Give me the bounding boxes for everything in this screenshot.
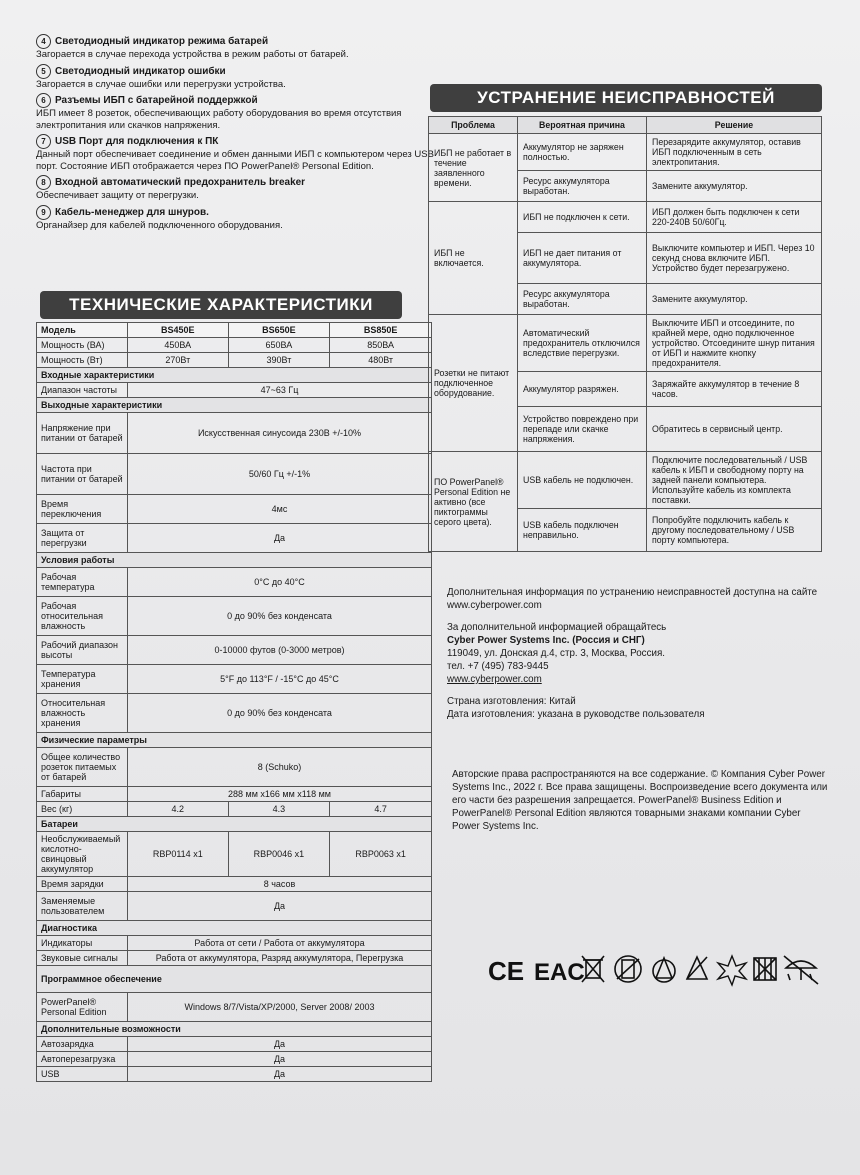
table-row (37, 877, 432, 892)
table-row (37, 413, 432, 454)
intro-title: Светодиодный индикатор ошибки (55, 65, 226, 77)
row-label: Время переключения (37, 495, 128, 524)
table-row (37, 748, 432, 787)
cause-cell: ИБП не подключен к сети. (518, 202, 647, 233)
category-label: Входные характеристики (37, 368, 432, 383)
model-bs650e: BS650E (228, 323, 330, 338)
row-label: Автоперезагрузка (37, 1052, 128, 1067)
table-row (37, 597, 432, 636)
cell-value: Да (128, 892, 432, 921)
cell-value: Работа от сети / Работа от аккумулятора (128, 936, 432, 951)
cell-value: 8 часов (128, 877, 432, 892)
category-label: Программное обеспечение (37, 966, 432, 993)
row-label: Заменяемые пользователем (37, 892, 128, 921)
recycle-icon (653, 958, 675, 982)
cause-cell: Автоматический предохранитель отключился вследствие перегрузки. (518, 315, 647, 372)
cell-value: 270Вт (128, 353, 229, 368)
solution-cell: ИБП должен быть подключен к сети 220-240В 50/60Гц. (647, 202, 822, 233)
intro-title: Светодиодный индикатор режима батарей (55, 36, 269, 48)
row-label: Общее количество розеток питаемых от батарей (37, 748, 128, 787)
intro-item-5 (36, 64, 436, 91)
intro-item-7 (36, 134, 436, 172)
intro-title: Кабель-менеджер для шнуров. (55, 206, 209, 218)
cause-cell: Ресурс аккумулятора выработан. (518, 171, 647, 202)
intro-item-9 (36, 205, 436, 232)
keep-dry-icon (784, 956, 818, 984)
cause-cell: Устройство повреждено при перепаде или скачке напряжения. (518, 407, 647, 452)
intro-item-8 (36, 175, 436, 202)
model-bs450e: BS450E (128, 323, 229, 338)
cell-value: Да (128, 1052, 432, 1067)
category-row (37, 1022, 432, 1037)
category-label: Выходные характеристики (37, 398, 432, 413)
model-label: Модель (37, 323, 128, 338)
row-label: Рабочий диапазон высоты (37, 636, 128, 665)
category-row (37, 368, 432, 383)
cell-value: Да (128, 524, 432, 553)
category-row (37, 553, 432, 568)
table-row (37, 694, 432, 733)
table-row (37, 1052, 432, 1067)
table-row (37, 787, 432, 802)
row-label: Относительная влажность хранения (37, 694, 128, 733)
problem-cell: Розетки не питают подключенное оборудование. (429, 315, 518, 452)
table-row (37, 323, 432, 338)
table-row (37, 524, 432, 553)
spec-section-title: ТЕХНИЧЕСКИЕ ХАРАКТЕРИСТИКИ (40, 291, 402, 319)
row-label: Мощность (Вт) (37, 353, 128, 368)
table-row (37, 353, 432, 368)
cause-cell: Аккумулятор разряжен. (518, 372, 647, 407)
row-label: Рабочая относительная влажность (37, 597, 128, 636)
category-row (37, 398, 432, 413)
cell-value: Искусственная синусоида 230В +/-10% (128, 413, 432, 454)
intro-title: Разъемы ИБП с батарейной поддержкой (55, 95, 258, 107)
cell-value: 0 до 90% без конденсата (128, 597, 432, 636)
row-label: Диапазон частоты (37, 383, 128, 398)
row-label: Вес (кг) (37, 802, 128, 817)
cell-value: Работа от аккумулятора, Разряд аккумулятора, Перегрузка (128, 951, 432, 966)
row-label: Частота при питании от батарей (37, 454, 128, 495)
certification-marks (488, 950, 828, 990)
date-text: Дата изготовления: указана в руководстве пользователя (447, 709, 705, 720)
table-row (37, 802, 432, 817)
table-row (37, 338, 432, 353)
solution-cell: Замените аккумулятор. (647, 171, 822, 202)
indicator-descriptions (36, 34, 436, 234)
contact-info (447, 586, 827, 721)
cause-cell: USB кабель подключен неправильно. (518, 509, 647, 552)
row-label: PowerPanel® Personal Edition (37, 993, 128, 1022)
header-problem: Проблема (429, 117, 518, 134)
intro-text: Органайзер для кабелей подключенного оборудования. (36, 219, 283, 231)
cell-value: RBP0063 x1 (330, 832, 432, 877)
solution-cell: Замените аккумулятор. (647, 284, 822, 315)
row-label: Автозарядка (37, 1037, 128, 1052)
row-label: Рабочая температура (37, 568, 128, 597)
row-label: Время зарядки (37, 877, 128, 892)
problem-cell: ПО PowerPanel® Personal Edition не активно (все пиктограммы серого цвета). (429, 452, 518, 552)
cell-value: 850ВА (330, 338, 432, 353)
cause-cell: USB кабель не подключен. (518, 452, 647, 509)
model-bs850e: BS850E (330, 323, 432, 338)
cell-value: 650ВА (228, 338, 330, 353)
cell-value: 4мс (128, 495, 432, 524)
solution-cell: Попробуйте подключить кабель к другому последовательному / USB порту компьютера. (647, 509, 822, 552)
problem-cell: ИБП не включается. (429, 202, 518, 315)
cell-value: 4.7 (330, 802, 432, 817)
intro-text: Загорается в случае перехода устройства в режим работы от батарей. (36, 49, 349, 60)
for-info-text: За дополнительной информацией обращайтесь (447, 622, 667, 633)
table-row (37, 993, 432, 1022)
table-row (37, 832, 432, 877)
box-crossed-icon (754, 958, 776, 980)
row-label: Габариты (37, 787, 128, 802)
ce-mark: CE (488, 956, 525, 986)
table-row (37, 383, 432, 398)
header-solution: Решение (647, 117, 822, 134)
category-label: Условия работы (37, 553, 432, 568)
number-badge: 7 (36, 134, 51, 149)
intro-item-4 (36, 34, 436, 61)
table-row (37, 1067, 432, 1082)
dirt-starburst-icon (718, 956, 746, 985)
cell-value: 0 до 90% без конденсата (128, 694, 432, 733)
cell-value: 288 мм x166 мм x118 мм (128, 787, 432, 802)
weee-bin-icon (582, 956, 604, 982)
table-row (37, 454, 432, 495)
cause-cell: Ресурс аккумулятора выработан. (518, 284, 647, 315)
cell-value: 390Вт (228, 353, 330, 368)
row-label: Защита от перегрузки (37, 524, 128, 553)
cell-value: 0°С до 40°С (128, 568, 432, 597)
cell-value: 480Вт (330, 353, 432, 368)
number-badge: 4 (36, 34, 51, 49)
row-label: Мощность (ВА) (37, 338, 128, 353)
table-row (37, 936, 432, 951)
website-link[interactable]: www.cyberpower.com (447, 674, 542, 685)
cell-value: 4.2 (128, 802, 229, 817)
country-text: Страна изготовления: Китай (447, 696, 576, 707)
table-row (37, 636, 432, 665)
intro-title: Входной автоматический предохранитель breaker (55, 177, 306, 189)
intro-text: ИБП имеет 8 розеток, обеспечивающих работу оборудования во время отсутствия электропитания или скачков напряжения. (36, 108, 402, 131)
eac-mark: EAC (534, 959, 585, 986)
number-badge: 5 (36, 64, 51, 79)
cell-value: RBP0114 x1 (128, 832, 229, 877)
category-row (37, 733, 432, 748)
number-badge: 9 (36, 205, 51, 220)
cell-value: 4.3 (228, 802, 330, 817)
table-row (37, 951, 432, 966)
cell-value: Да (128, 1067, 432, 1082)
table-row (37, 665, 432, 694)
troubleshooting-table (428, 116, 822, 552)
cell-value: Windows 8/7/Vista/XP/2000, Server 2008/ 2003 (128, 993, 432, 1022)
row-label: Температура хранения (37, 665, 128, 694)
table-row (37, 568, 432, 597)
company-name: Cyber Power Systems Inc. (Россия и СНГ) (447, 635, 645, 646)
solution-cell: Подключите последовательный / USB кабель к ИБП и свободному порту на задней панели компьютера. Используйте кабель из комплекта поставки. (647, 452, 822, 509)
table-header-row (429, 117, 822, 134)
cell-value: Да (128, 1037, 432, 1052)
table-row (429, 134, 822, 171)
cell-value: 50/60 Гц +/-1% (128, 454, 432, 495)
cause-cell: Аккумулятор не заряжен полностью. (518, 134, 647, 171)
more-info-text: Дополнительная информация по устранению неисправностей доступна на сайте www.cyberpower.com (447, 587, 818, 611)
row-label: Звуковые сигналы (37, 951, 128, 966)
row-label: USB (37, 1067, 128, 1082)
intro-item-6 (36, 93, 436, 131)
battery-disposal-icon (615, 956, 641, 982)
cell-value: 8 (Schuko) (128, 748, 432, 787)
cell-value: RBP0046 x1 (228, 832, 330, 877)
troubleshooting-section-title: УСТРАНЕНИЕ НЕИСПРАВНОСТЕЙ (430, 84, 822, 112)
category-row (37, 817, 432, 832)
row-label: Напряжение при питании от батарей (37, 413, 128, 454)
category-label: Дополнительные возможности (37, 1022, 432, 1037)
category-label: Физические параметры (37, 733, 432, 748)
intro-text: Загорается в случае ошибки или перегрузки устройства. (36, 78, 286, 90)
header-cause: Вероятная причина (518, 117, 647, 134)
category-row (37, 921, 432, 936)
number-badge: 8 (36, 175, 51, 190)
table-row (37, 892, 432, 921)
category-label: Диагностика (37, 921, 432, 936)
address-text: 119049, ул. Донская д.4, стр. 3, Москва, Россия. (447, 648, 665, 659)
table-row (429, 315, 822, 372)
cell-value: 5°F до 113°F / -15°С до 45°С (128, 665, 432, 694)
intro-text: Обеспечивает защиту от перегрузки. (36, 190, 199, 201)
problem-cell: ИБП не работает в течение заявленного времени. (429, 134, 518, 202)
phone-text: тел. +7 (495) 783-9445 (447, 661, 549, 672)
cell-value: 0-10000 футов (0-3000 метров) (128, 636, 432, 665)
cause-cell: ИБП не дает питания от аккумулятора. (518, 233, 647, 284)
category-row (37, 966, 432, 993)
category-label: Батареи (37, 817, 432, 832)
intro-text: Данный порт обеспечивает соединение и обмен данными ИБП с компьютером через USB порт. Состояние ИБП отображается через ПО PowerPanel® Personal Edition. (36, 149, 434, 172)
cell-value: 450ВА (128, 338, 229, 353)
intro-title: USB Порт для подключения к ПК (55, 136, 219, 148)
solution-cell: Обратитесь в сервисный центр. (647, 407, 822, 452)
cell-value: 47~63 Гц (128, 383, 432, 398)
solution-cell: Заряжайте аккумулятор в течение 8 часов. (647, 372, 822, 407)
table-row (429, 202, 822, 233)
solution-cell: Выключите компьютер и ИБП. Через 10 секунд снова включите ИБП. Устройство будет перезагружено. (647, 233, 822, 284)
row-label: Необслуживаемый кислотно-свинцовый аккумулятор (37, 832, 128, 877)
solution-cell: Выключите ИБП и отсоедините, по крайней мере, одно подключенное устройство. Отсоедините шнур питания от ИБП и нажмите кнопку предохранителя. (647, 315, 822, 372)
recycle-pp-icon (687, 957, 707, 979)
table-row (37, 1037, 432, 1052)
table-row (429, 452, 822, 509)
copyright-text: Авторские права распространяются на все содержание. © Компания Cyber Power Systems Inc., 2022 г. Все права защищены. Воспроизведение всего документа или его части без разрешения запрещается. PowerPanel® Business Edition и PowerPanel® Personal Edition являются товарными знаками компании Cyber Power Systems Inc. (452, 769, 828, 832)
number-badge: 6 (36, 93, 51, 108)
spec-table (36, 322, 432, 1082)
table-row (37, 495, 432, 524)
solution-cell: Перезарядите аккумулятор, оставив ИБП подключенным в сеть электропитания. (647, 134, 822, 171)
row-label: Индикаторы (37, 936, 128, 951)
